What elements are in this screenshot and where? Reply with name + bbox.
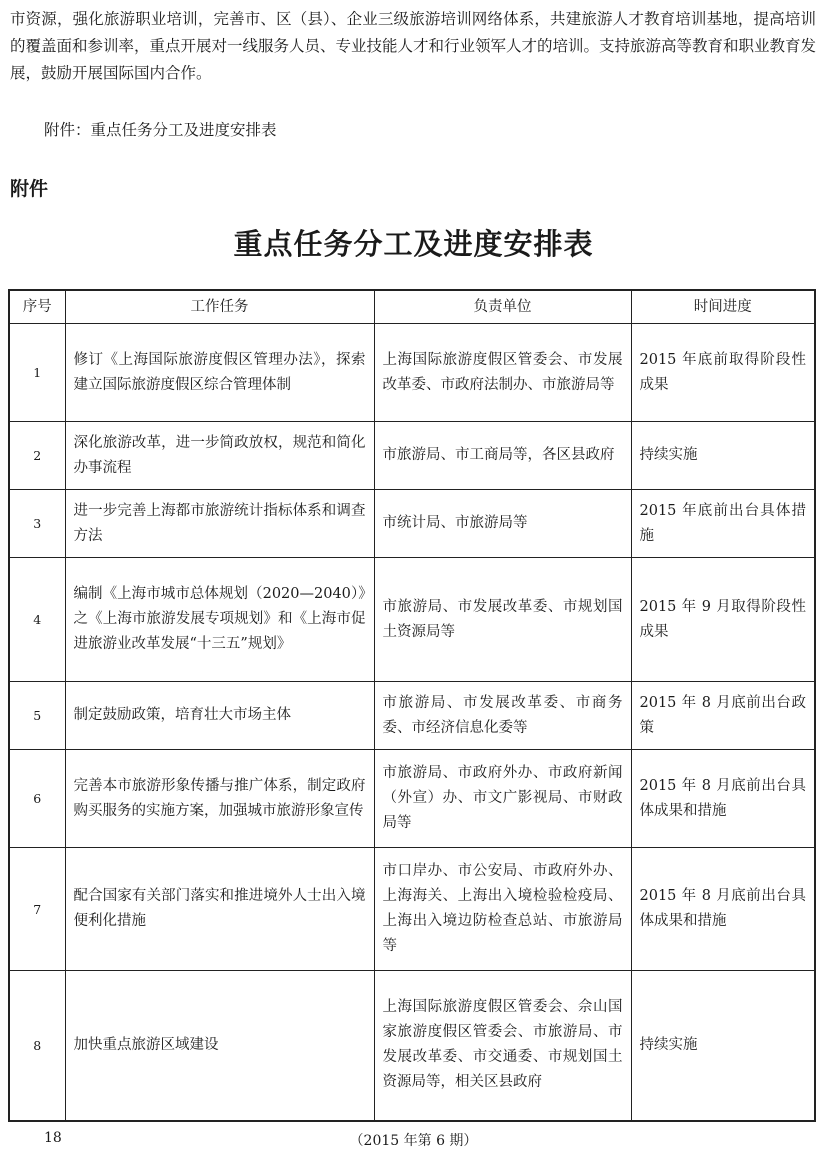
issue-label: （2015 年第 6 期） [349, 1133, 478, 1149]
table-row [9, 750, 815, 848]
row-unit: 市旅游局、市发展改革委、市规划国土资源局等 [374, 558, 631, 682]
attachment-heading: 附件 [10, 178, 49, 200]
header-index: 序号 [9, 290, 65, 324]
attachment-reference: 附件：重点任务分工及进度安排表 [44, 121, 277, 139]
row-task: 配合国家有关部门落实和推进境外人士出入境便利化措施 [65, 848, 374, 971]
row-index: 5 [9, 682, 65, 750]
header-task: 工作任务 [65, 290, 374, 324]
row-time: 持续实施 [631, 422, 815, 490]
header-unit: 负责单位 [374, 290, 631, 324]
row-unit: 市旅游局、市发展改革委、市商务委、市经济信息化委等 [374, 682, 631, 750]
table-row [9, 682, 815, 750]
row-task: 深化旅游改革，进一步简政放权，规范和简化办事流程 [65, 422, 374, 490]
row-unit: 上海国际旅游度假区管委会、市发展改革委、市政府法制办、市旅游局等 [374, 324, 631, 422]
row-index: 7 [9, 848, 65, 971]
intro-paragraph: 市资源，强化旅游职业培训，完善市、区（县）、企业三级旅游培训网络体系，共建旅游人才教育培训基地，提高培训的覆盖面和参训率，重点开展对一线服务人员、专业技能人才和行业领军人才的培训。支持旅游高等教育和职业教育发展，鼓励开展国际国内合作。 [10, 10, 817, 82]
row-task: 进一步完善上海都市旅游统计指标体系和调查方法 [65, 490, 374, 558]
row-time: 2015 年 8 月底前出台政策 [631, 682, 815, 750]
row-time: 2015 年 9 月取得阶段性成果 [631, 558, 815, 682]
row-task: 修订《上海国际旅游度假区管理办法》，探索建立国际旅游度假区综合管理体制 [65, 324, 374, 422]
table-row [9, 971, 815, 1121]
row-time: 2015 年底前取得阶段性成果 [631, 324, 815, 422]
table-row [9, 324, 815, 422]
row-index: 4 [9, 558, 65, 682]
row-task: 完善本市旅游形象传播与推广体系，制定政府购买服务的实施方案，加强城市旅游形象宣传 [65, 750, 374, 848]
row-task: 制定鼓励政策，培育壮大市场主体 [65, 682, 374, 750]
row-time: 2015 年底前出台具体措施 [631, 490, 815, 558]
row-task: 编制《上海市城市总体规划（2020—2040）》之《上海市旅游发展专项规划》和《上海市促进旅游业改革发展“十三五”规划》 [65, 558, 374, 682]
row-unit: 市旅游局、市工商局等，各区县政府 [374, 422, 631, 490]
table-row [9, 490, 815, 558]
row-index: 8 [9, 971, 65, 1121]
page-number: 18 [44, 1130, 62, 1146]
row-index: 6 [9, 750, 65, 848]
row-task: 加快重点旅游区域建设 [65, 971, 374, 1121]
row-index: 3 [9, 490, 65, 558]
row-time: 2015 年 8 月底前出台具体成果和措施 [631, 750, 815, 848]
table-row [9, 558, 815, 682]
row-time: 持续实施 [631, 971, 815, 1121]
row-unit: 上海国际旅游度假区管委会、佘山国家旅游度假区管委会、市旅游局、市发展改革委、市交通委、市规划国土资源局等，相关区县政府 [374, 971, 631, 1121]
table-row [9, 848, 815, 971]
row-unit: 市统计局、市旅游局等 [374, 490, 631, 558]
row-time: 2015 年 8 月底前出台具体成果和措施 [631, 848, 815, 971]
row-index: 2 [9, 422, 65, 490]
table-title: 重点任务分工及进度安排表 [233, 227, 594, 261]
row-unit: 市旅游局、市政府外办、市政府新闻（外宣）办、市文广影视局、市财政局等 [374, 750, 631, 848]
header-time: 时间进度 [631, 290, 815, 324]
row-unit: 市口岸办、市公安局、市政府外办、上海海关、上海出入境检验检疫局、上海出入境边防检查总站、市旅游局等 [374, 848, 631, 971]
table-header-row [9, 290, 815, 324]
table-row [9, 422, 815, 490]
row-index: 1 [9, 324, 65, 422]
task-schedule-table [8, 289, 816, 1122]
